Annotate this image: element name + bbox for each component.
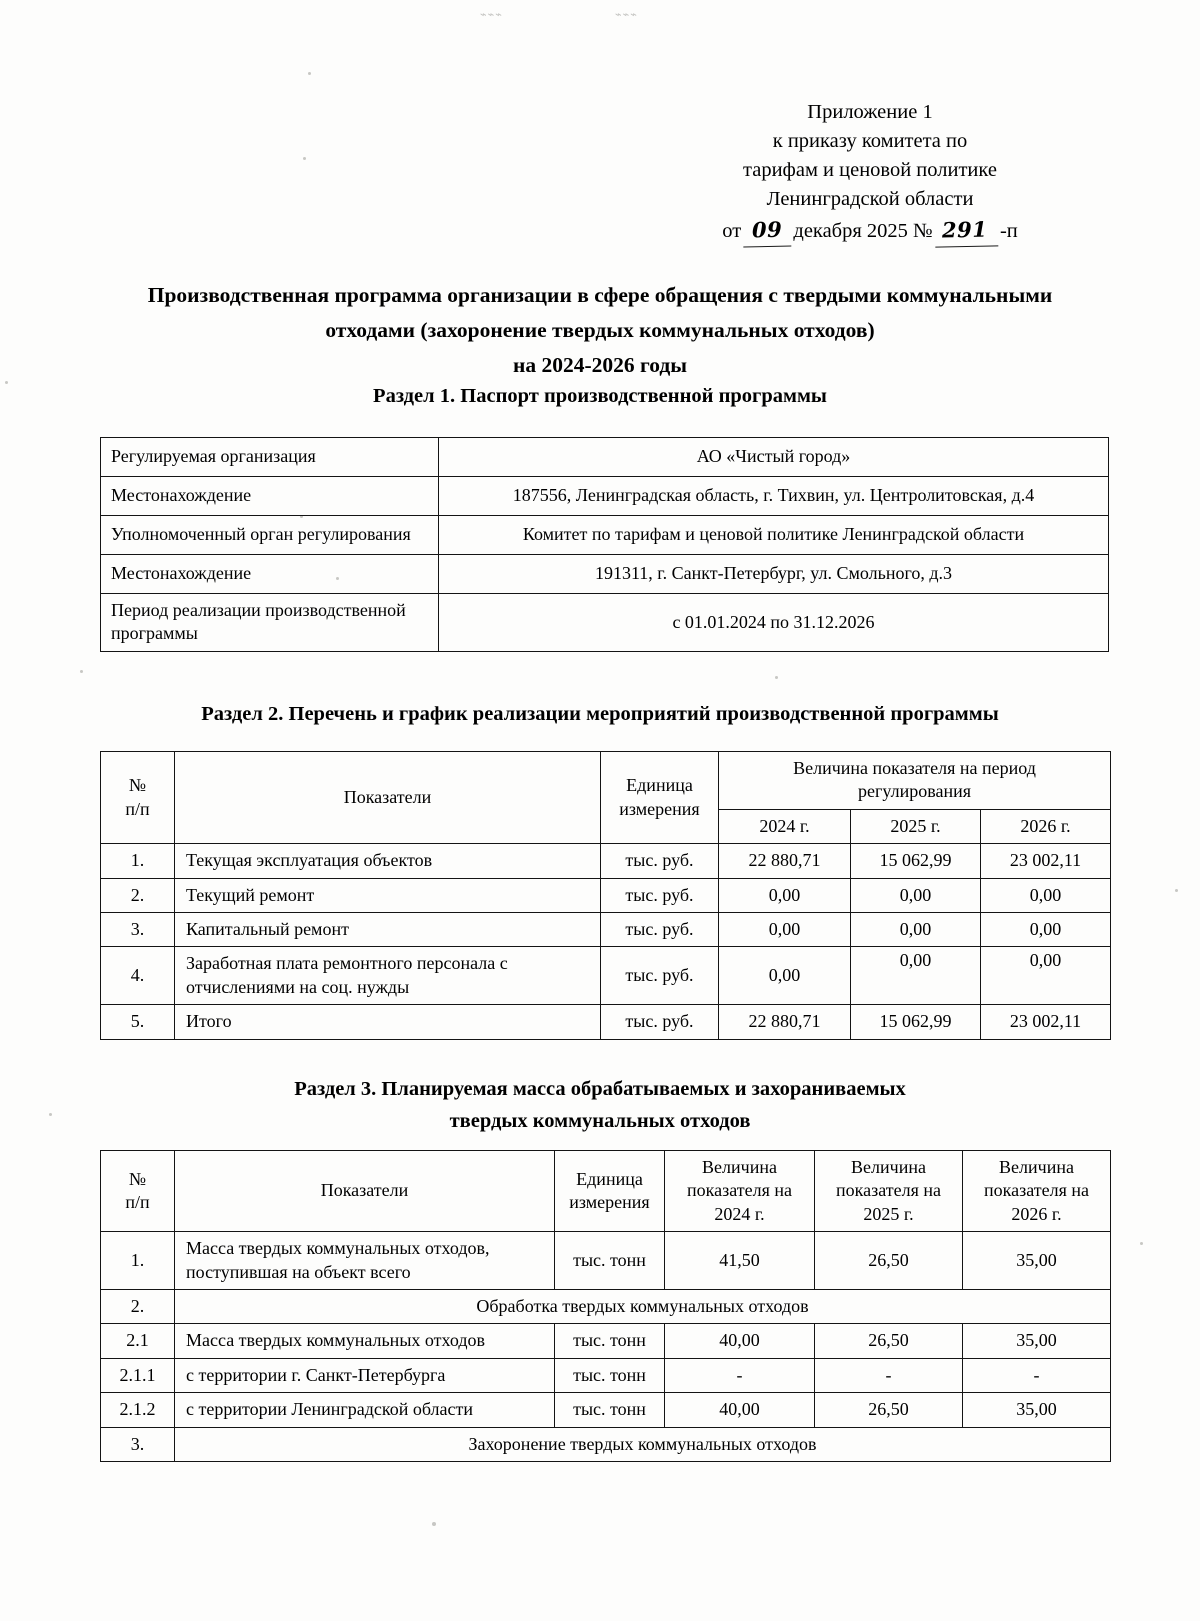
passport-value: 191311, г. Санкт-Петербург, ул. Смольного, д.3 xyxy=(439,555,1109,594)
order-reference-line xyxy=(640,215,1100,247)
row-value-2025: 26,50 xyxy=(815,1232,963,1290)
row-value-2024: - xyxy=(665,1358,815,1392)
table-row xyxy=(101,878,1111,912)
table-row xyxy=(101,1289,1111,1323)
row-indicator: Итого xyxy=(175,1005,601,1039)
scan-smudge: ⌁⌁⌁ xyxy=(480,9,503,21)
col-header-2024: 2024 г. xyxy=(719,809,851,843)
col-header-indicator: Показатели xyxy=(175,1151,555,1232)
row-indicator: с территории г. Санкт-Петербурга xyxy=(175,1358,555,1392)
row-value-2024: 0,00 xyxy=(719,912,851,946)
table-row xyxy=(101,1393,1111,1427)
row-value-2025: 0,00 xyxy=(851,878,981,912)
row-unit: тыс. руб. xyxy=(601,947,719,1005)
order-middle: декабря 2025 № xyxy=(793,220,933,243)
scan-speck xyxy=(5,381,8,384)
row-unit: тыс. тонн xyxy=(555,1358,665,1392)
row-value-2026: 35,00 xyxy=(963,1324,1111,1358)
row-value-2024: 41,50 xyxy=(665,1232,815,1290)
order-suffix: -п xyxy=(999,220,1018,243)
row-unit: тыс. тонн xyxy=(555,1232,665,1290)
header-line-4: Ленинградской области xyxy=(766,188,974,211)
col-header-number xyxy=(101,752,175,844)
row-indicator: Капитальный ремонт xyxy=(175,912,601,946)
section-3-heading-line1: Раздел 3. Планируемая масса обрабатываемых и захораниваемых xyxy=(294,1078,906,1100)
row-number: 3. xyxy=(101,912,175,946)
passport-label: Местонахождение xyxy=(101,477,439,516)
row-indicator: Текущий ремонт xyxy=(175,878,601,912)
row-group-title: Обработка твердых коммунальных отходов xyxy=(175,1289,1111,1323)
passport-value: АО «Чистый город» xyxy=(439,438,1109,477)
col-header-2025-line3: 2025 г. xyxy=(863,1203,914,1224)
row-unit: тыс. руб. xyxy=(601,844,719,878)
row-number: 2.1.1 xyxy=(101,1358,175,1392)
col-header-unit-line1: Единица xyxy=(576,1168,643,1189)
row-value-2025: 26,50 xyxy=(815,1393,963,1427)
header-line-3: тарифам и ценовой политике xyxy=(743,159,997,182)
passport-table xyxy=(100,437,1109,652)
page-title xyxy=(100,278,1100,382)
row-value-2025: 0,00 xyxy=(851,912,981,946)
row-number: 2. xyxy=(101,1289,175,1323)
passport-value: 187556, Ленинградская область, г. Тихвин, ул. Центролитовская, д.4 xyxy=(439,477,1109,516)
passport-value: с 01.01.2024 по 31.12.2026 xyxy=(439,594,1109,652)
row-value-2026: 0,00 xyxy=(981,947,1111,1005)
row-value-2026: 0,00 xyxy=(981,878,1111,912)
row-number: 2. xyxy=(101,878,175,912)
header-line-2: к приказу комитета по xyxy=(772,130,968,153)
table-row xyxy=(101,555,1109,594)
scan-speck xyxy=(49,1113,52,1116)
col-header-period-line2: регулирования xyxy=(858,781,971,802)
col-header-unit xyxy=(555,1151,665,1232)
table-row xyxy=(101,1358,1111,1392)
col-header-2026-line3: 2026 г. xyxy=(1011,1203,1062,1224)
col-header-2025: 2025 г. xyxy=(851,809,981,843)
scan-speck xyxy=(432,1522,436,1526)
table-row xyxy=(101,1005,1111,1039)
col-header-2025 xyxy=(815,1151,963,1232)
section-2-heading: Раздел 2. Перечень и график реализации мероприятий производственной программы xyxy=(201,703,999,725)
section-1-heading: Раздел 1. Паспорт производственной программы xyxy=(373,385,827,407)
scan-speck xyxy=(80,670,83,673)
col-header-2025-line2: показателя на xyxy=(836,1180,941,1201)
col-header-2026-line1: Величина xyxy=(999,1157,1074,1177)
scan-speck xyxy=(308,72,311,75)
col-header-2026 xyxy=(963,1151,1111,1232)
row-value-2025: 15 062,99 xyxy=(851,844,981,878)
row-indicator: Масса твердых коммунальных отходов, поступившая на объект всего xyxy=(175,1232,555,1290)
row-unit: тыс. руб. xyxy=(601,912,719,946)
row-number: 3. xyxy=(101,1427,175,1461)
section-3-heading xyxy=(100,1074,1100,1138)
row-value-2024: 40,00 xyxy=(665,1393,815,1427)
col-header-unit-line1: Единица xyxy=(626,775,693,796)
order-day-handwritten: 09 xyxy=(743,215,792,248)
passport-value: Комитет по тарифам и ценовой политике Ленинградской области xyxy=(439,516,1109,555)
row-unit: тыс. тонн xyxy=(555,1393,665,1427)
table-row xyxy=(101,1427,1111,1461)
measures-table xyxy=(100,751,1111,1040)
section-3-heading-line2: твердых коммунальных отходов xyxy=(449,1109,751,1132)
row-value-2026: 23 002,11 xyxy=(981,844,1111,878)
row-value-2026: 23 002,11 xyxy=(981,1005,1111,1039)
order-number-handwritten: 291 xyxy=(934,215,998,248)
row-value-2024: 40,00 xyxy=(665,1324,815,1358)
col-header-period-group xyxy=(719,752,1111,810)
row-value-2025: 26,50 xyxy=(815,1324,963,1358)
row-value-2025: - xyxy=(815,1358,963,1392)
row-indicator: Масса твердых коммунальных отходов xyxy=(175,1324,555,1358)
col-header-number-line2: п/п xyxy=(125,798,150,819)
row-number: 1. xyxy=(101,844,175,878)
mass-table xyxy=(100,1150,1111,1462)
row-value-2024: 22 880,71 xyxy=(719,844,851,878)
col-header-unit-line2: измерения xyxy=(569,1192,650,1213)
row-number: 1. xyxy=(101,1232,175,1290)
table-row xyxy=(101,477,1109,516)
col-header-2024-line2: показателя на xyxy=(687,1180,792,1201)
row-unit: тыс. руб. xyxy=(601,878,719,912)
table-row xyxy=(101,844,1111,878)
header-line-1: Приложение 1 xyxy=(807,101,933,123)
row-value-2024: 22 880,71 xyxy=(719,1005,851,1039)
row-value-2024: 0,00 xyxy=(719,878,851,912)
col-header-number-line2: п/п xyxy=(125,1192,150,1213)
passport-label: Местонахождение xyxy=(101,555,439,594)
table-row xyxy=(101,1232,1111,1290)
row-value-2026: 35,00 xyxy=(963,1393,1111,1427)
col-header-unit-line2: измерения xyxy=(619,798,700,819)
col-header-period-line1: Величина показателя на период xyxy=(793,758,1036,778)
table-row xyxy=(101,947,1111,1005)
table-row xyxy=(101,438,1109,477)
passport-label: Регулируемая организация xyxy=(101,438,439,477)
table-header-row xyxy=(101,1151,1111,1232)
col-header-2026: 2026 г. xyxy=(981,809,1111,843)
col-header-number xyxy=(101,1151,175,1232)
table-row xyxy=(101,516,1109,555)
row-value-2025: 0,00 xyxy=(851,947,981,1005)
row-number: 5. xyxy=(101,1005,175,1039)
row-number: 2.1 xyxy=(101,1324,175,1358)
row-indicator: Текущая эксплуатация объектов xyxy=(175,844,601,878)
col-header-indicator: Показатели xyxy=(175,752,601,844)
row-unit: тыс. руб. xyxy=(601,1005,719,1039)
row-indicator: с территории Ленинградской области xyxy=(175,1393,555,1427)
col-header-number-line1: № xyxy=(128,1168,147,1189)
row-value-2024: 0,00 xyxy=(719,947,851,1005)
document-header xyxy=(640,98,1100,247)
page-title-line-1: Производственная программа организации в сфере обращения с твердыми коммунальными xyxy=(147,283,1053,307)
passport-label: Период реализации производственной программы xyxy=(101,594,439,652)
scan-speck xyxy=(1175,889,1178,892)
row-unit: тыс. тонн xyxy=(555,1324,665,1358)
col-header-2024-line3: 2024 г. xyxy=(714,1203,765,1224)
row-number: 2.1.2 xyxy=(101,1393,175,1427)
row-value-2025: 15 062,99 xyxy=(851,1005,981,1039)
col-header-unit xyxy=(601,752,719,844)
col-header-2024-line1: Величина xyxy=(702,1157,777,1177)
col-header-2025-line1: Величина xyxy=(851,1157,926,1177)
page-title-line-2: отходами (захоронение твердых коммунальных отходов) xyxy=(325,317,875,342)
scan-speck xyxy=(1140,1242,1143,1245)
scan-speck xyxy=(775,676,778,679)
row-value-2026: 0,00 xyxy=(981,912,1111,946)
order-prefix: от xyxy=(722,220,742,243)
row-group-title: Захоронение твердых коммунальных отходов xyxy=(175,1427,1111,1461)
row-value-2026: 35,00 xyxy=(963,1232,1111,1290)
passport-label: Уполномоченный орган регулирования xyxy=(101,516,439,555)
col-header-2024 xyxy=(665,1151,815,1232)
scan-speck xyxy=(303,157,306,160)
col-header-number-line1: № xyxy=(128,775,147,796)
row-number: 4. xyxy=(101,947,175,1005)
scan-smudge: ⌁⌁⌁ xyxy=(615,9,638,21)
table-header-row xyxy=(101,752,1111,810)
table-row xyxy=(101,1324,1111,1358)
row-indicator: Заработная плата ремонтного персонала с отчислениями на соц. нужды xyxy=(175,947,601,1005)
page-title-line-3: на 2024-2026 годы xyxy=(512,352,688,377)
table-row xyxy=(101,594,1109,652)
col-header-2026-line2: показателя на xyxy=(984,1180,1089,1201)
table-row xyxy=(101,912,1111,946)
row-value-2026: - xyxy=(963,1358,1111,1392)
